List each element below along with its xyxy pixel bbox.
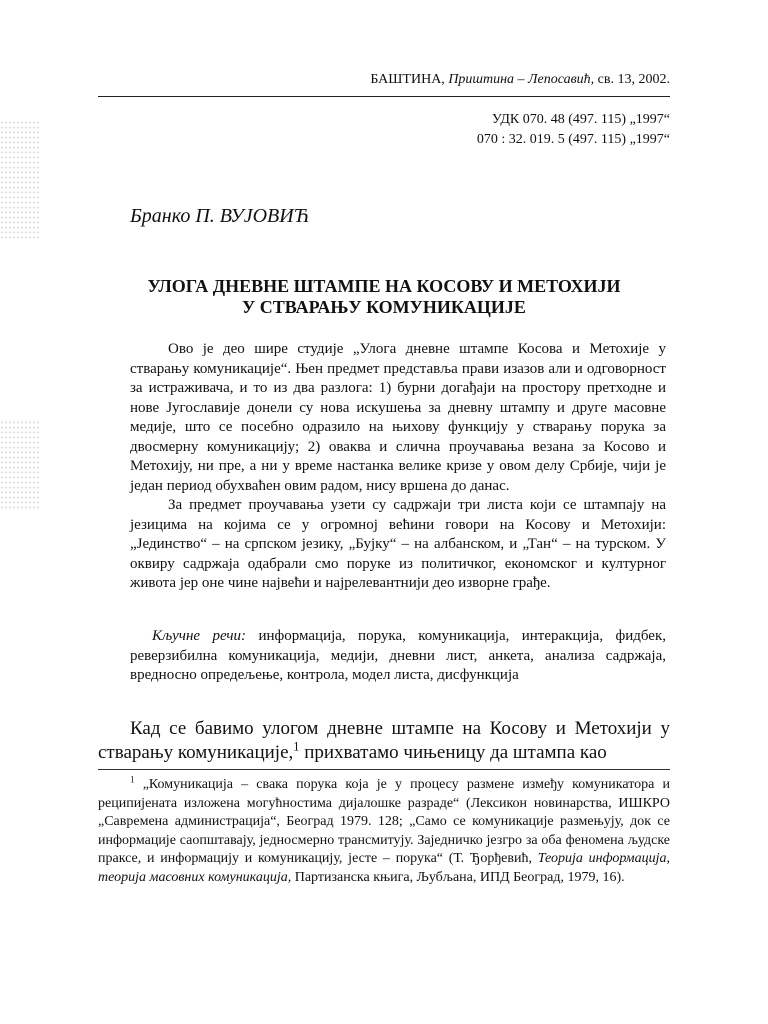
header-rule bbox=[98, 96, 670, 97]
body-text-part-2: прихватамо чињеницу да штампа као bbox=[299, 742, 607, 763]
journal-name: БАШТИНА, bbox=[370, 72, 445, 87]
journal-volume: св. 13, 2002. bbox=[597, 72, 670, 87]
udk-line-2: 070 : 32. 019. 5 (497. 115) „1997“ bbox=[476, 132, 670, 147]
keywords bbox=[130, 627, 666, 686]
scan-noise-middle bbox=[0, 420, 40, 510]
title-line-1: УЛОГА ДНЕВНЕ ШТАМПЕ НА КОСОВУ И МЕТОХИЈИ bbox=[147, 276, 621, 296]
body-paragraph bbox=[98, 717, 670, 765]
journal-location: Приштина – Лепосавић, bbox=[448, 72, 595, 87]
abstract bbox=[130, 340, 666, 594]
footnote-reference: 1 bbox=[293, 739, 300, 754]
footnote-italic-title: Теорија информација, теорија масовних комуникација, bbox=[98, 851, 671, 885]
footnote-rule bbox=[98, 769, 670, 770]
keywords-text: информација, порука, комуникација, интеракција, фидбек, реверзибилна комуникација, медији, дневни лист, анкета, анализа садржаја, вредносно опредељење, контрола, модел листа, дисфункција bbox=[130, 628, 666, 683]
abstract-paragraph-2: За предмет проучавања узети су садржаји три листа који се штампају на језицима на којима се у огромној већини говори на Косову и Метохији: „Јединство“ – на српском језику, „Бујку“ – на албанском, и „Тан“ – на турском. У оквиру садржаја одабрали смо поруке из политичког, економског и културног живота јер оне чине највећи и најрелевантнији део изворне грађе. bbox=[130, 497, 666, 591]
body-text-part-1: Кад се бавимо улогом дневне штампе на Косову и Метохији у стварању комуникације, bbox=[98, 718, 670, 763]
author-name: Бранко П. ВУЈОВИЋ bbox=[130, 205, 310, 227]
abstract-paragraph-1: Ово је део шире студије „Улога дневне штампе Косова и Метохије у стварању комуникације“. Њен предмет представља прави изазов али и одговорност за истраживача, и то из два разлога: 1) бурни догађаји на простору претходне и нове Југославије донели су нова искушења за дневну штампу и друге масовне медије, што се посебно одразило на њихову функцију у стварању порука за двосмерну комуникацију; 2) оваква и слична проучавања везана за Косово и Метохију, ни пре, а ни у време настанка велике кризе у овом делу Србије, чији је један период обухваћен овим радом, нису вршена до данас. bbox=[130, 341, 666, 494]
article-title bbox=[98, 276, 670, 318]
title-line-2: У СТВАРАЊУ КОМУНИКАЦИЈЕ bbox=[242, 297, 526, 317]
running-header bbox=[98, 72, 670, 88]
scan-noise-top bbox=[0, 120, 40, 240]
footnote bbox=[98, 776, 670, 887]
keywords-label: Кључне речи: bbox=[152, 628, 247, 644]
footnote-text-2: Партизанска књига, Љубљана, ИПД Београд, 1979, 16). bbox=[291, 869, 625, 885]
udk-line-1: УДК 070. 48 (497. 115) „1997“ bbox=[491, 112, 670, 127]
footnote-text-1: „Комуникација – свака порука која је у процесу размене између комуникатора и реципијената изложена могућностима дијалошке разраде“ (Лексикон новинарства, ИШКРО „Савремена администрација“, Београд 1979. 128; „Само се комуникације размењују, док се информације саопштавају, једносмерно трансмитују. Заједничко језгро за оба феномена људске праксе, и информацију и комуникацију, јесте – порука“ (Т. Ђорђевић, bbox=[98, 777, 670, 866]
footnote-marker: 1 bbox=[130, 774, 135, 785]
udk-codes bbox=[477, 110, 670, 150]
